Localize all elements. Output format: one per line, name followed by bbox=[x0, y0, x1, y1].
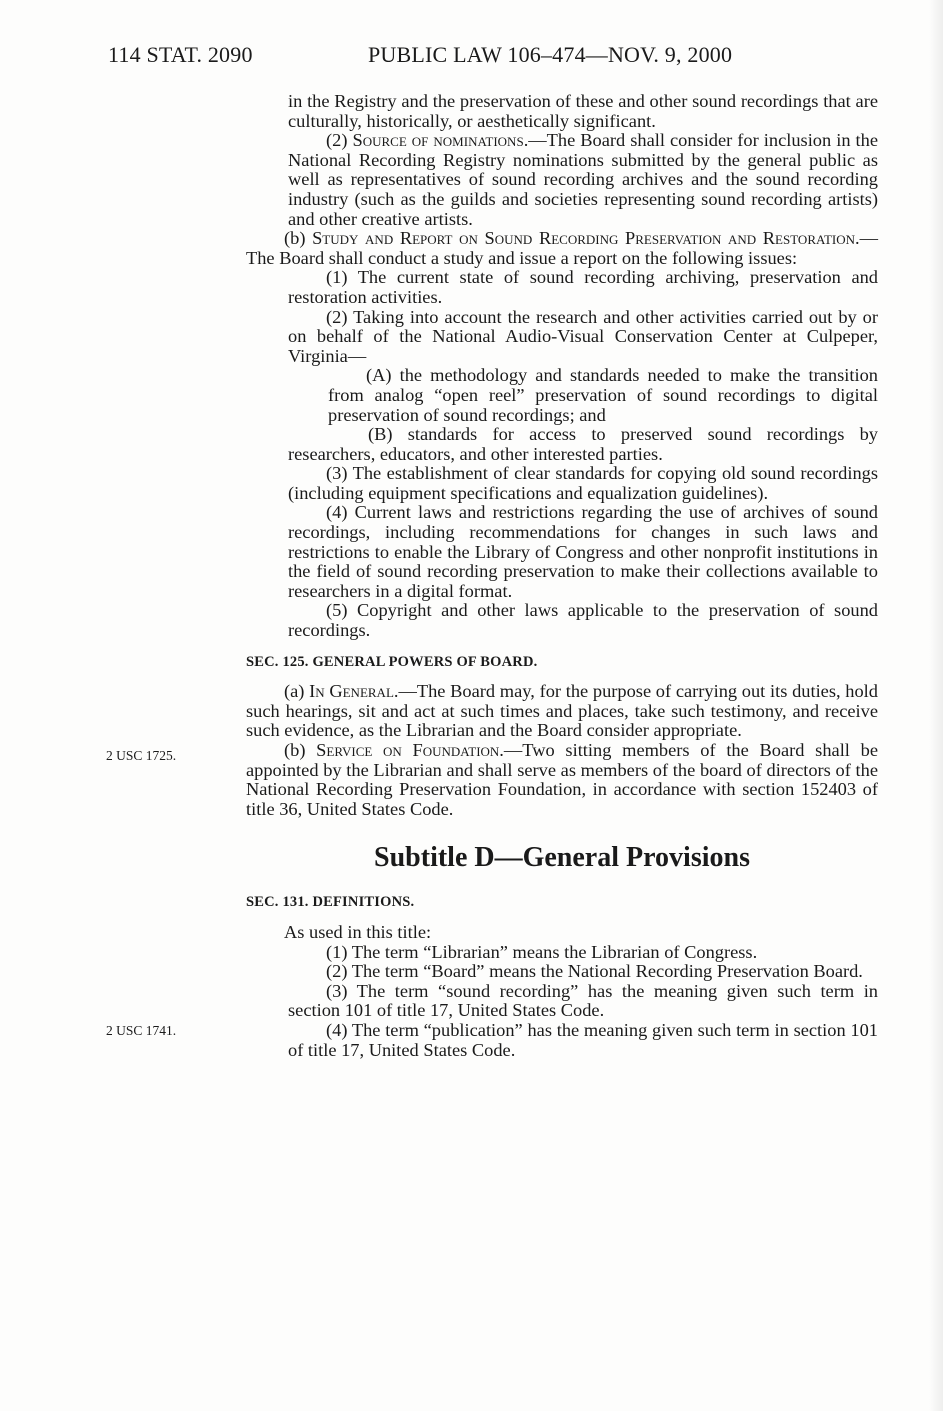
sec125-a-number: (a) bbox=[284, 681, 310, 702]
sec125-b-text: .—Two sitting members of the Board shall be appointed by the Librarian and shall serve as members of the board of directors of the National Recording Preservation Foundation, in accordance with section 152403 of title 36, United States Code. bbox=[246, 740, 878, 819]
sec125-b-heading: Service on Foundation bbox=[316, 740, 500, 760]
section-125-subsection-b bbox=[246, 741, 878, 819]
study-heading: Study and Report on Sound Recording Preservation and Restoration bbox=[312, 228, 855, 249]
continuation-prefix: in the Registry and the preservation of these and other sound bbox=[288, 91, 737, 111]
study-number: (b) bbox=[284, 228, 313, 249]
section-125-subsection-a bbox=[246, 682, 878, 741]
definition-2: (2) The term “Board” means the National Recording Preservation Board. bbox=[326, 961, 863, 982]
sidenote-usc-1741: 2 USC 1741. bbox=[106, 1023, 177, 1038]
study-item-3: (3) The establishment of clear standards for copying old sound recordings (including equipment specifications and equalization guidelines). bbox=[288, 463, 878, 503]
section-125-heading: SEC. 125. GENERAL POWERS OF BOARD. bbox=[246, 653, 538, 670]
sec125-a-text: .—The Board may, for the purpose of carrying out its duties, hold such hearings, sit and act at such times and places, take such testimony, and receive such evidence, as the Librarian and the Board consider appropriate. bbox=[246, 681, 878, 741]
section-131-heading: SEC. 131. DEFINITIONS. bbox=[246, 894, 415, 911]
continuation-text: recordings that are culturally, historically, or aesthetically significant. bbox=[288, 91, 878, 131]
subsection-study-and-report bbox=[246, 229, 878, 268]
definition-1: (1) The term “Librarian” means the Librarian of Congress. bbox=[326, 941, 758, 962]
definition-4: (4) The term “publication” has the meaning given such term in section 101 of title 17, United States Code. bbox=[288, 1019, 878, 1060]
definition-3: (3) The term “sound recording” has the meaning given such term in section 101 of title 17, United States Code. bbox=[288, 980, 878, 1021]
study-text: .—The Board shall conduct a study and issue a report on the following issues: bbox=[246, 228, 878, 268]
paragraph-source-of-nominations bbox=[246, 131, 878, 229]
study-item-5: (5) Copyright and other laws applicable to the preservation of sound recordings. bbox=[288, 600, 878, 641]
page-edge-shadow bbox=[929, 0, 943, 1411]
page-header bbox=[108, 42, 808, 72]
sec125-a-heading: In General bbox=[309, 681, 394, 702]
nominations-number: (2) bbox=[326, 130, 353, 151]
sec125-b-number: (b) bbox=[284, 740, 317, 760]
study-item-4: (4) Current laws and restrictions regarding the use of archives of sound recordings, including recommendations for changes in such laws and restrictions to enable the Library of Congress and other nonprofit institutions in the field of sound recording preservation to make their collections available to researchers in a digital format. bbox=[288, 502, 878, 601]
study-item-2a: (A) the methodology and standards needed to make the transition from analog “open reel” preservation of sound recordings to digital preservation of sound recordings; and bbox=[328, 365, 878, 425]
study-item-1: (1) The current state of sound recording archiving, preservation and restoration activities. bbox=[288, 267, 878, 307]
definitions-intro: As used in this title: bbox=[284, 921, 432, 942]
sidenote-usc-1725: 2 USC 1725. bbox=[106, 748, 177, 763]
continuation-paragraph bbox=[246, 92, 878, 131]
study-item-2: (2) Taking into account the research and other activities carried out by or on behalf of the National Audio-Visual Conservation Center at Culpeper, Virginia— bbox=[288, 306, 878, 366]
statute-page-number: 114 STAT. 2090 bbox=[108, 42, 253, 67]
document-body bbox=[246, 92, 878, 1060]
nominations-heading: Source of nominations bbox=[352, 130, 524, 151]
study-item-2b: (B) standards for access to preserved sound recordings by researchers, educators, and other interested parties. bbox=[288, 424, 878, 464]
nominations-text: .—The Board shall consider for inclusion in the National Recording Registry nominations submitted by the general public as well as representatives of sound recording archives and the sound recording industry (such as the guilds and societies representing sound recording artists) and other creative artists. bbox=[288, 130, 878, 229]
subtitle-heading: Subtitle D—General Provisions bbox=[374, 842, 750, 874]
public-law-title: PUBLIC LAW 106–474—NOV. 9, 2000 bbox=[368, 42, 733, 67]
